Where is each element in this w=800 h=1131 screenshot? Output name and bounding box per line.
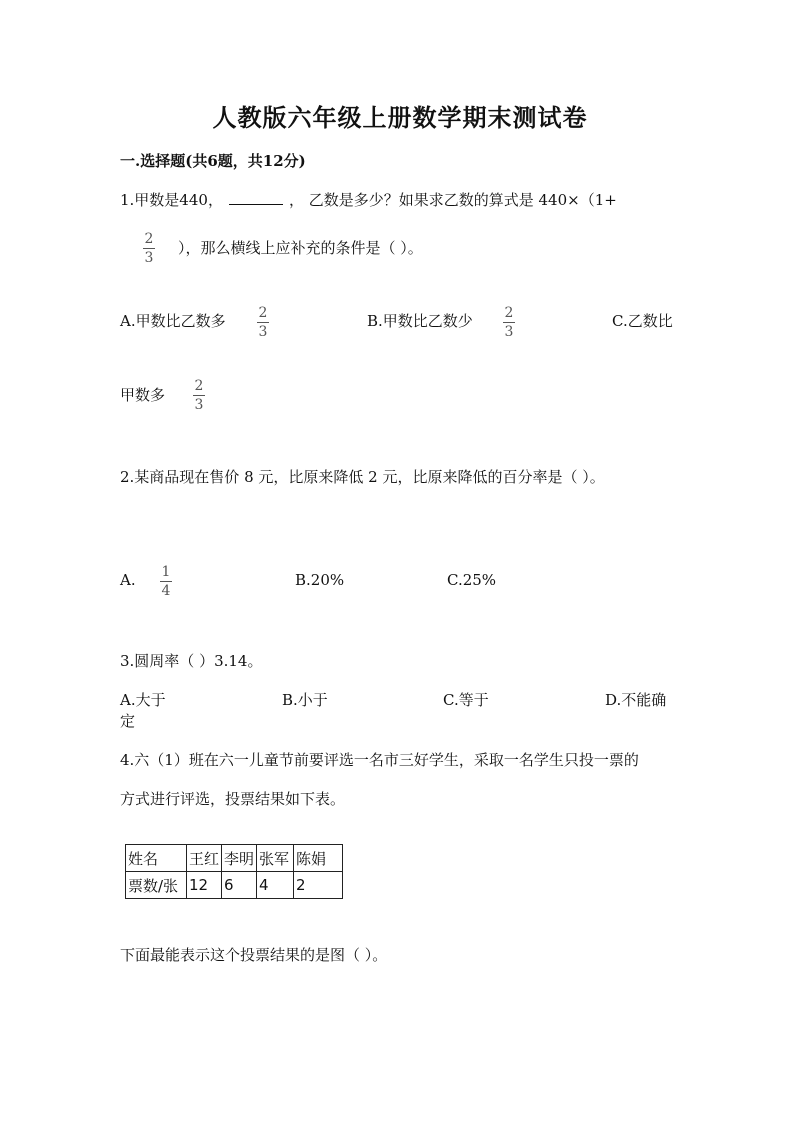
table-cell: 李明 [222,845,257,872]
page-title: 人教版六年级上册数学期末测试卷 [212,103,588,132]
table-cell: 票数/张 [126,872,187,899]
q1-blank-line [229,190,283,205]
fraction-bar [257,322,269,323]
q1-fraction [143,232,155,265]
q1-option-c-wrap: 甲数多 [120,386,166,404]
q2-option-c: C.25% [447,571,497,589]
table-cell: 4 [257,872,294,899]
q1-option-b-fraction [503,306,515,339]
q3-option-d: D.不能确 [605,691,667,709]
fraction-denominator: 3 [258,324,268,340]
q1-text-b: ， 乙数是多少？如果求乙数的算式是 440×（1+ [288,191,617,209]
vote-results-table [125,844,343,899]
q3-option-d-wrap: 定 [120,712,136,730]
fraction-denominator: 3 [144,250,154,266]
fraction-numerator: 1 [161,564,171,580]
question-2-text: 2.某商品现在售价 8 元，比原来降低 2 元，比原来降低的百分率是（ ）。 [120,468,605,486]
fraction-numerator: 2 [194,378,204,394]
table-cell: 王红 [187,845,222,872]
fraction-numerator: 2 [144,231,154,247]
table-cell: 2 [294,872,343,899]
q3-option-c: C.等于 [443,691,489,709]
fraction-bar [503,322,515,323]
question-1-line-2: ），那么横线上应补充的条件是（ ）。 [178,239,423,257]
table-cell: 姓名 [126,845,187,872]
fraction-bar [160,581,172,582]
q2-option-a-label: A. [120,571,136,589]
table-header-row [126,845,343,872]
q1-option-c: C.乙数比 [612,312,673,330]
q2-option-b: B.20% [295,571,345,589]
question-4-follow-up: 下面最能表示这个投票结果的是图（ ）。 [120,946,388,964]
fraction-denominator: 4 [161,583,171,599]
fraction-bar [143,248,155,249]
section-heading: 一.选择题(共6题，共12分) [120,152,306,170]
q1-option-c-fraction [193,379,205,412]
q3-option-a: A.大于 [120,691,166,709]
fraction-bar [193,395,205,396]
q1-option-b: B.甲数比乙数少 [367,312,473,330]
question-4-line-1: 4.六（1）班在六一儿童节前要评选一名市三好学生，采取一名学生只投一票的 [120,751,639,769]
fraction-denominator: 3 [504,324,514,340]
table-cell: 张军 [257,845,294,872]
question-3-text: 3.圆周率（ ）3.14。 [120,652,263,670]
q1-option-a: A.甲数比乙数多 [120,312,226,330]
fraction-denominator: 3 [194,397,204,413]
table-cell: 12 [187,872,222,899]
q1-text-a: 1.甲数是440， [120,191,223,209]
table-row [126,872,343,899]
question-4-line-2: 方式进行评选，投票结果如下表。 [120,790,346,808]
question-1-line-1 [120,190,617,210]
q3-option-b: B.小于 [282,691,328,709]
fraction-numerator: 2 [504,305,514,321]
fraction-numerator: 2 [258,305,268,321]
q2-option-a-fraction [160,565,172,598]
table-cell: 6 [222,872,257,899]
q1-option-a-fraction [257,306,269,339]
table-cell: 陈娟 [294,845,343,872]
